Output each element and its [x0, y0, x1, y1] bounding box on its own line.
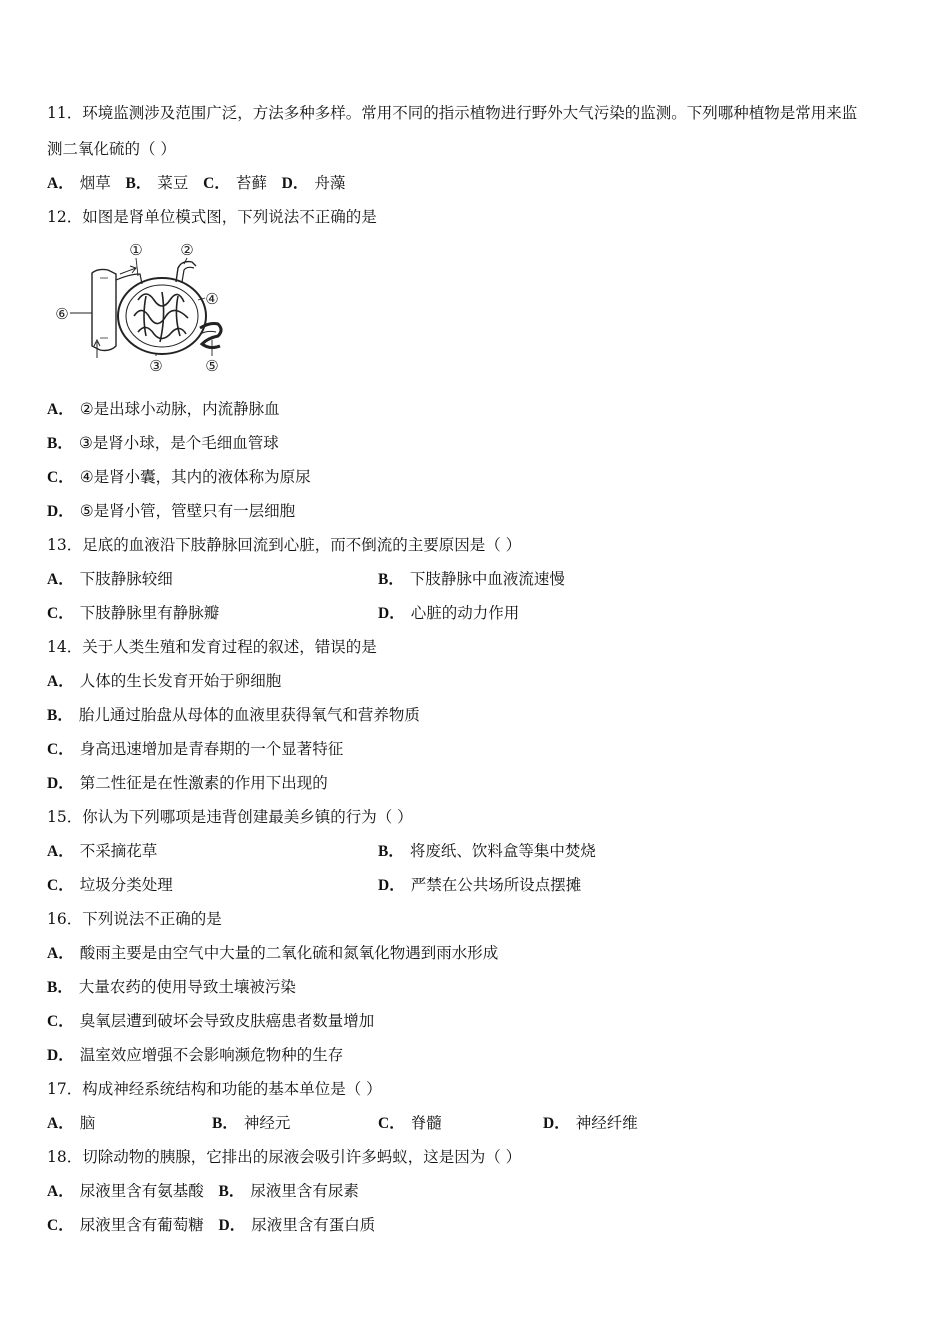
q18-options-row2 [47, 1215, 375, 1236]
q15-option-c-text: 垃圾分类处理 [79, 876, 173, 894]
efferent-arteriole [176, 262, 196, 282]
q12-option-b [47, 433, 279, 454]
q16-option-a-label: A． [47, 945, 74, 962]
q13-option-d [378, 603, 519, 624]
q16-option-b [47, 977, 296, 998]
q14-option-b-text: 胎儿通过胎盘从母体的血液里获得氧气和营养物质 [78, 706, 420, 724]
q16-option-c-label: C． [47, 1013, 74, 1030]
q17-option-a [47, 1113, 95, 1134]
q13-option-c-text: 下肢静脉里有静脉瓣 [79, 604, 220, 622]
q13-option-c-label: C． [47, 605, 74, 622]
q17-option-b-label: B． [212, 1115, 238, 1132]
q12-option-b-label: B． [47, 435, 73, 452]
efferent-arteriole-inner [182, 267, 194, 282]
q12-option-a-text: ②是出球小动脉，内流静脉血 [79, 400, 280, 418]
q15-option-c-label: C． [47, 877, 74, 894]
q15-option-d-label: D． [378, 877, 405, 894]
q14-option-d [47, 773, 328, 794]
q11-options [47, 173, 345, 194]
q18-options-row1 [47, 1181, 359, 1202]
q11-option-b-text: 菜豆 [157, 174, 189, 192]
q17-stem: 17．构成神经系统结构和功能的基本单位是（ ） [47, 1080, 382, 1098]
q16-option-d-text: 温室效应增强不会影响濒危物种的生存 [79, 1046, 344, 1064]
q12-option-c-label: C． [47, 469, 74, 486]
q17-option-b [212, 1113, 290, 1134]
q13-option-b [378, 569, 565, 590]
q18-option-c-label: C． [47, 1217, 74, 1234]
q18-option-c-text: 尿液里含有葡萄糖 [79, 1216, 204, 1234]
q13-option-a-text: 下肢静脉较细 [79, 570, 173, 588]
q11-option-a-text: 烟草 [79, 174, 111, 192]
q16-option-d [47, 1045, 343, 1066]
label-6: ⑥ [55, 305, 69, 323]
diagram-labels [55, 241, 218, 375]
q12-option-d-label: D． [47, 503, 74, 520]
q11-option-c-label: C． [203, 175, 230, 192]
q18-option-b-label: B． [218, 1183, 245, 1200]
q11-option-d-text: 舟藻 [314, 174, 346, 192]
q12-option-c-text: ④是肾小囊，其内的液体称为原尿 [79, 468, 311, 486]
capillary-loop-2 [134, 310, 188, 323]
q16-option-a-text: 酸雨主要是由空气中大量的二氧化硫和氮氧化物遇到雨水形成 [79, 944, 499, 962]
q17-option-d [543, 1113, 638, 1134]
q17-option-a-text: 脑 [79, 1114, 96, 1132]
q17-option-c-label: C． [378, 1115, 405, 1132]
label-1: ① [129, 241, 143, 259]
q17-option-d-label: D． [543, 1115, 570, 1132]
q18-option-a-label: A． [47, 1183, 74, 1200]
q13-option-b-label: B． [378, 571, 404, 588]
q11-option-d-label: D． [281, 175, 309, 192]
q16-option-b-label: B． [47, 979, 73, 996]
label-2: ② [180, 241, 194, 259]
q15-option-d [378, 875, 581, 896]
q15-option-b-label: B． [378, 843, 404, 860]
q12-option-a [47, 399, 280, 420]
q15-option-b-text: 将废纸、饮料盒等集中焚烧 [409, 842, 596, 860]
renal-capsule [118, 278, 206, 354]
label-4: ④ [205, 290, 219, 308]
q13-stem: 13．足底的血液沿下肢静脉回流到心脏，而不倒流的主要原因是（ ） [47, 536, 522, 554]
leader-1 [136, 258, 138, 276]
q14-option-a-label: A． [47, 673, 74, 690]
glomerulus [134, 292, 188, 342]
q11-option-a-label: A． [47, 175, 74, 192]
label-5: ⑤ [205, 357, 219, 375]
q14-stem: 14．关于人类生殖和发育过程的叙述，错误的是 [47, 638, 377, 656]
q13-option-c [47, 603, 219, 624]
q17-option-b-text: 神经元 [243, 1114, 291, 1132]
q12-option-a-label: A． [47, 401, 74, 418]
q14-option-d-text: 第二性征是在性激素的作用下出现的 [79, 774, 328, 792]
q14-option-b-label: B． [47, 707, 73, 724]
q12-option-d [47, 501, 295, 522]
q13-option-a-label: A． [47, 571, 74, 588]
q15-stem: 15．你认为下列哪项是违背创建最美乡镇的行为（ ） [47, 808, 413, 826]
q16-option-c-text: 臭氧层遭到破坏会导致皮肤癌患者数量增加 [79, 1012, 375, 1030]
q14-option-c-text: 身高迅速增加是青春期的一个显著特征 [79, 740, 344, 758]
q16-option-c [47, 1011, 374, 1032]
q14-option-c [47, 739, 343, 760]
q12-option-b-text: ③是肾小球，是个毛细血管球 [78, 434, 279, 452]
q16-option-a [47, 943, 498, 964]
q17-option-c [378, 1113, 442, 1134]
q14-option-c-label: C． [47, 741, 74, 758]
q13-option-a [47, 569, 173, 590]
label-3: ③ [149, 357, 163, 375]
q13-option-b-text: 下肢静脉中血液流速慢 [409, 570, 565, 588]
q11-stem-line2: 测二氧化硫的（ ） [47, 140, 176, 158]
renal-tubule [200, 324, 221, 348]
q15-option-a-label: A． [47, 843, 74, 860]
nephron-diagram [50, 238, 230, 378]
arrow-right-icon [120, 266, 136, 274]
q15-option-d-text: 严禁在公共场所设点摆摊 [410, 876, 582, 894]
q18-option-b-text: 尿液里含有尿素 [250, 1182, 359, 1200]
q17-option-c-text: 脊髓 [410, 1114, 442, 1132]
q14-option-d-label: D． [47, 775, 74, 792]
q15-option-c [47, 875, 173, 896]
q13-option-d-label: D． [378, 605, 405, 622]
q11-option-b-label: B． [125, 175, 152, 192]
q15-option-b [378, 841, 596, 862]
q13-option-d-text: 心脏的动力作用 [410, 604, 520, 622]
q12-stem: 12．如图是肾单位模式图，下列说法不正确的是 [47, 208, 377, 226]
q14-option-a [47, 671, 281, 692]
q11-stem-line1: 11．环境监测涉及范围广泛，方法多种多样。常用不同的指示植物进行野外大气污染的监测。下列哪种植物是常用来监 [47, 104, 858, 122]
q18-option-d-label: D． [218, 1217, 246, 1234]
q18-stem: 18．切除动物的胰腺，它排出的尿液会吸引许多蚂蚁，这是因为（ ） [47, 1148, 522, 1166]
q11-option-c-text: 苔藓 [235, 174, 267, 192]
q18-option-a-text: 尿液里含有氨基酸 [79, 1182, 204, 1200]
q14-option-b [47, 705, 420, 726]
q15-option-a-text: 不采摘花草 [79, 842, 158, 860]
q16-option-d-label: D． [47, 1047, 74, 1064]
q12-option-c [47, 467, 311, 488]
q16-stem: 16．下列说法不正确的是 [47, 910, 222, 928]
q17-option-d-text: 神经纤维 [575, 1114, 638, 1132]
vessel-detail [100, 278, 108, 338]
q15-option-a [47, 841, 157, 862]
q16-option-b-text: 大量农药的使用导致土壤被污染 [78, 978, 296, 996]
q18-option-d-text: 尿液里含有蛋白质 [251, 1216, 376, 1234]
q14-option-a-text: 人体的生长发育开始于卵细胞 [79, 672, 282, 690]
q17-option-a-label: A． [47, 1115, 74, 1132]
q12-option-d-text: ⑤是肾小管，管壁只有一层细胞 [79, 502, 296, 520]
